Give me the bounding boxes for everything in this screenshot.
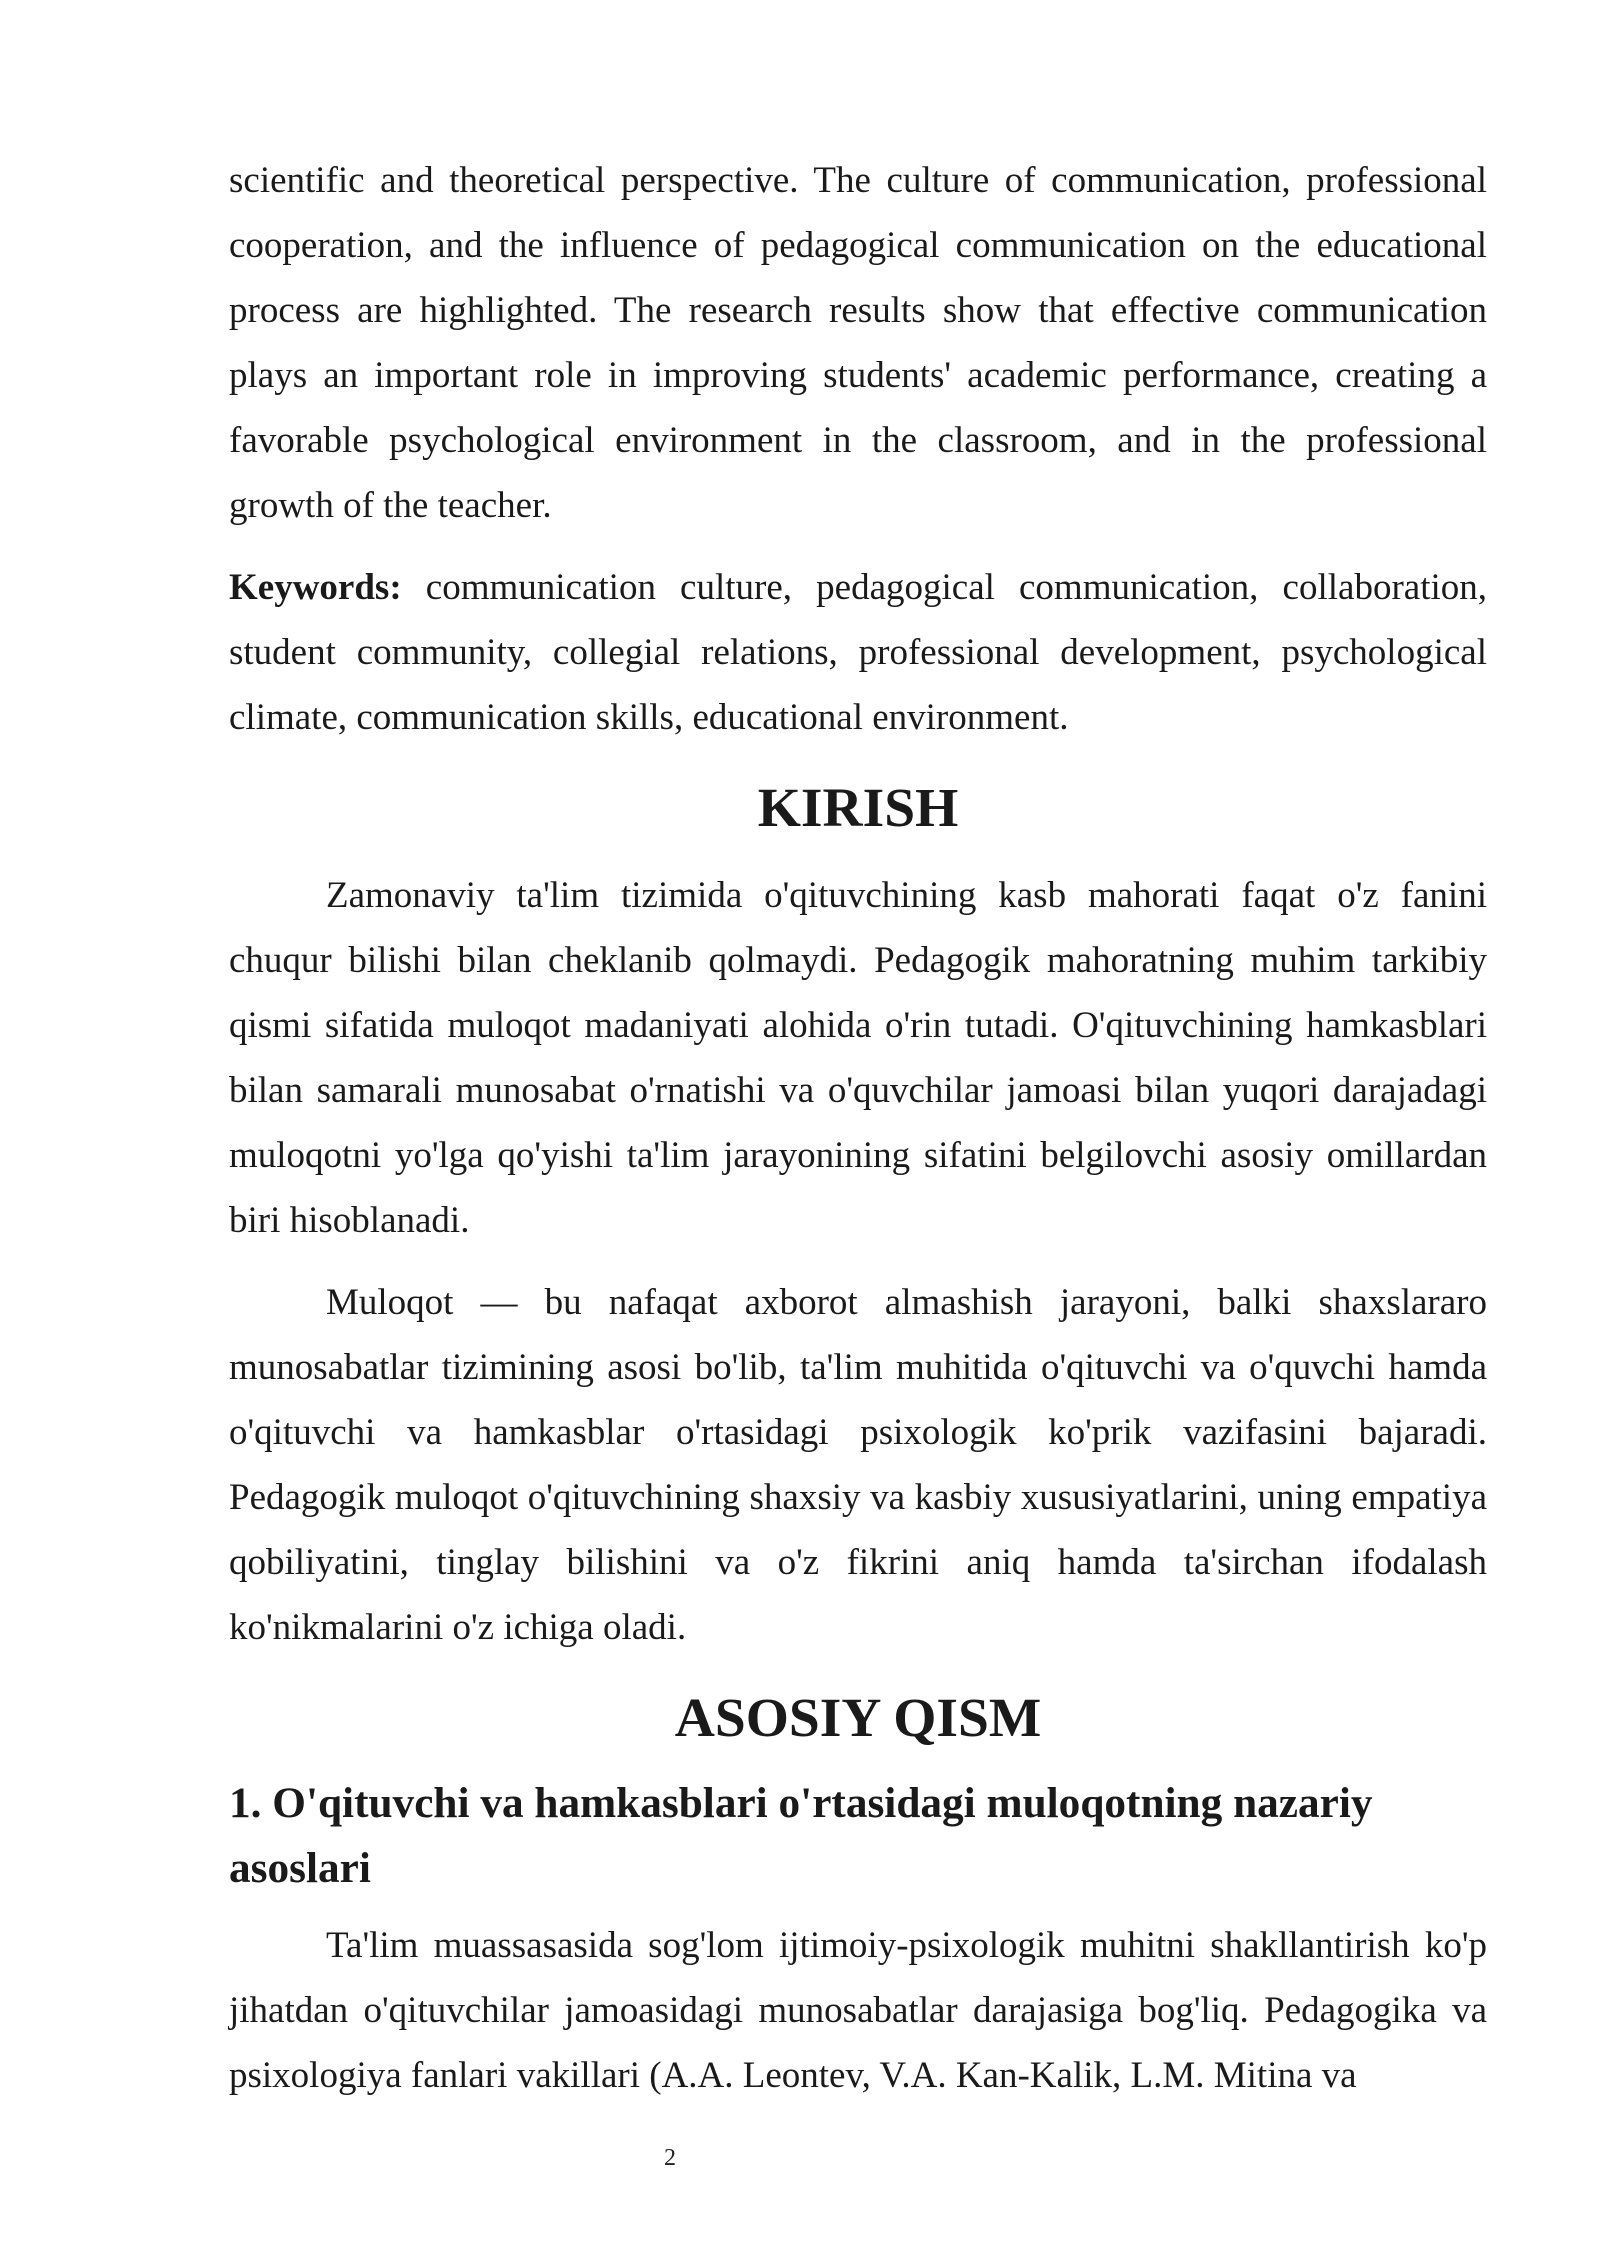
section-heading-asosiy-qism: ASOSIY QISM bbox=[674, 1688, 1042, 1749]
intro-paragraph-2: Muloqot — bu nafaqat axborot almashish jarayoni, balki shaxslararo munosabatlar tizimining asosi bo'lib, ta'lim muhitida o'qituvchi va o'quvchi hamda o'qituvchi va hamkasblar o'rtasidagi psixologik ko'prik vazifasini bajaradi. Pedagogik muloqot o'qituvchining shaxsiy va kasbiy xususiyatlarini, uning empatiya qobiliyatini, tinglay bilishini va o'z fikrini aniq hamda ta'sirchan ifodalash ko'nikmalarini o'z ichiga oladi. bbox=[229, 1282, 1487, 1648]
page-number: 2 bbox=[664, 2145, 676, 2171]
keywords-text: communication culture, pedagogical communication, collaboration, student community, collegial relations, professional development, psychological climate, communication skills, educational environment. bbox=[229, 567, 1487, 738]
section-heading-kirish: KIRISH bbox=[757, 778, 959, 839]
main-paragraph-1: Ta'lim muassasasida sog'lom ijtimoiy-psixologik muhitni shakllantirish ko'p jihatdan o'qituvchilar jamoasidagi munosabatlar darajasiga bog'liq. Pedagogika va psixologiya fanlari vakillari (A.A. Leontev, V.A. Kan-Kalik, L.M. Mitina va bbox=[229, 1925, 1487, 2096]
document-page bbox=[229, 148, 1487, 2108]
abstract-continuation: scientific and theoretical perspective. The culture of communication, professional cooperation, and the influence of pedagogical communication on the educational process are highlighted. The research results show that effective communication plays an important role in improving students' academic performance, creating a favorable psychological environment in the classroom, and in the professional growth of the teacher. bbox=[229, 160, 1487, 526]
subsection-heading-1: 1. O'qituvchi va hamkasblari o'rtasidagi muloqotning nazariy asoslari bbox=[229, 1779, 1373, 1892]
keywords-label: Keywords: bbox=[229, 567, 402, 608]
keywords-paragraph bbox=[229, 555, 1487, 750]
intro-paragraph-1: Zamonaviy ta'lim tizimida o'qituvchining kasb mahorati faqat o'z fanini chuqur bilishi bilan cheklanib qolmaydi. Pedagogik mahoratning muhim tarkibiy qismi sifatida muloqot madaniyati alohida o'rin tutadi. O'qituvchining hamkasblari bilan samarali munosabat o'rnatishi va o'quvchilar jamoasi bilan yuqori darajadagi muloqotni yo'lga qo'yishi ta'lim jarayonining sifatini belgilovchi asosiy omillardan biri hisoblanadi. bbox=[229, 875, 1487, 1241]
